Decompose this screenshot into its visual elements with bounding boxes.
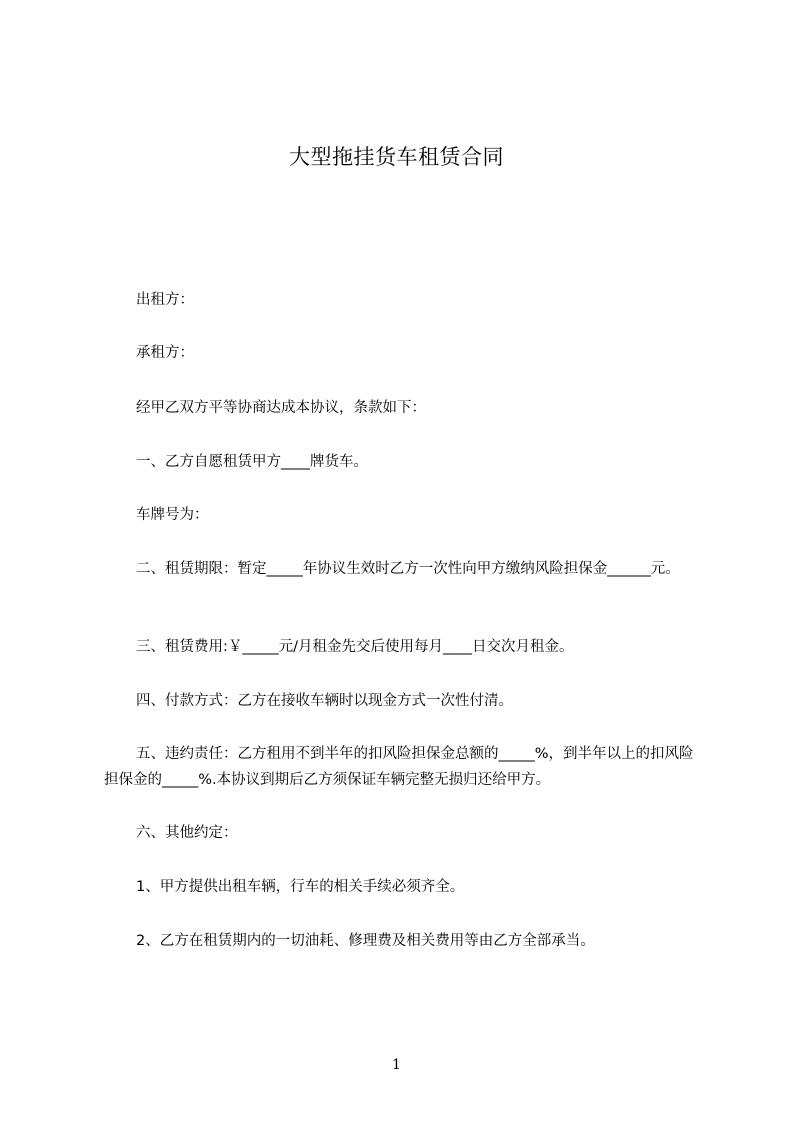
paragraph-clause-6: 六、其他约定： <box>136 825 238 841</box>
document-title: 大型拖挂货车租赁合同 <box>289 145 504 169</box>
paragraph-item-2: 2、乙方在租赁期内的一切油耗、修理费及相关费用等由乙方全部承当。 <box>136 933 595 949</box>
paragraph-intro: 经甲乙双方平等协商达成本协议，条款如下： <box>136 400 426 416</box>
paragraph-clause-2: 二、租赁期限：暂定_____年协议生效时乙方一次性向甲方缴纳风险担保金______元。 <box>136 561 680 577</box>
paragraph-item-1: 1、甲方提供出租车辆，行车的相关手续必须齐全。 <box>136 879 465 895</box>
page-number: 1 <box>392 1057 401 1073</box>
paragraph-clause-5: 五、违约责任：乙方租用不到半年的扣风险担保金总额的_____%，到半年以上的扣风险担保金的_____%.本协议到期后乙方须保证车辆完整无损归还给甲方。 <box>104 746 694 788</box>
paragraph-clause-4: 四、付款方式：乙方在接收车辆时以现金方式一次性付清。 <box>136 693 513 709</box>
paragraph-clause-3: 三、租赁费用:￥_____元/月租金先交后使用每月____日交次月租金。 <box>136 639 574 655</box>
paragraph-lessee: 承租方： <box>136 345 194 361</box>
paragraph-clause-1: 一、乙方自愿租赁甲方____牌货车。 <box>136 454 368 470</box>
paragraph-lessor: 出租方： <box>136 292 194 308</box>
paragraph-plate-number: 车牌号为： <box>136 507 209 523</box>
